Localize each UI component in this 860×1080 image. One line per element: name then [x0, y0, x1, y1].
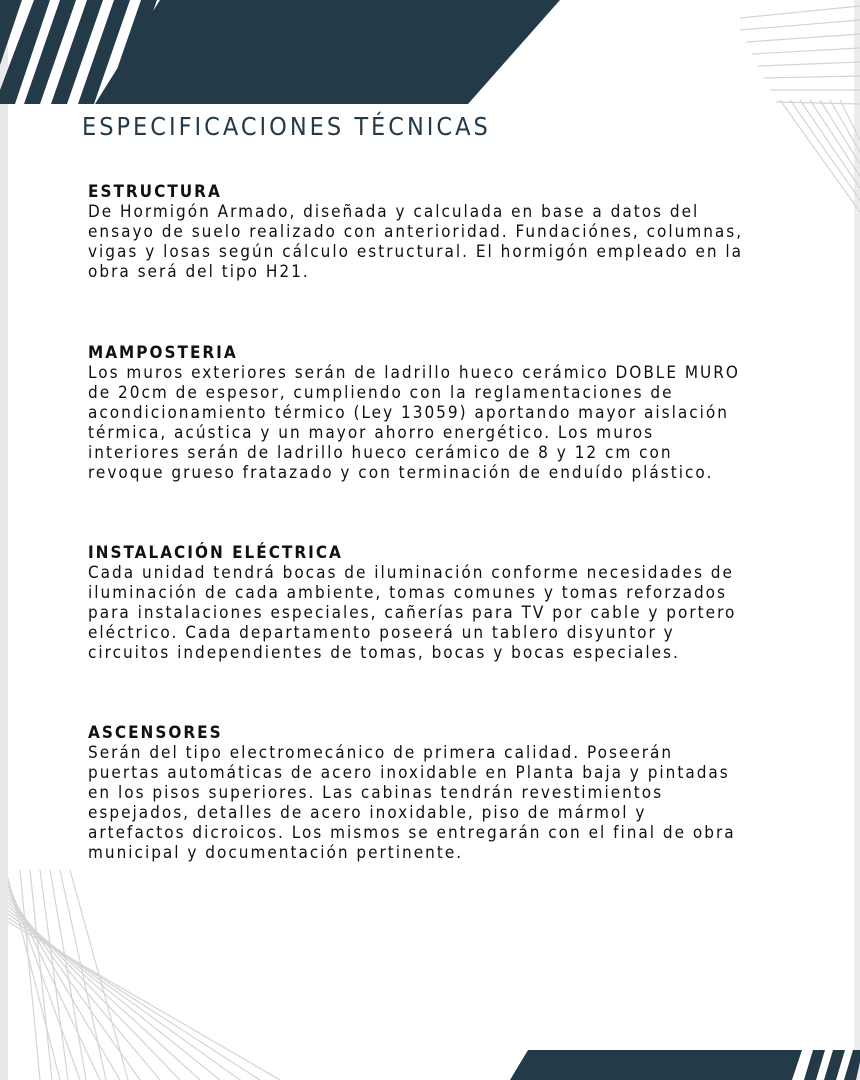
section-heading: ESTRUCTURA — [88, 182, 222, 202]
body-line: puertas automáticas de acero inoxidable en Planta baja y pintadas — [88, 763, 730, 783]
body-line: Cada unidad tendrá bocas de iluminación conforme necesidades de — [88, 563, 734, 583]
top-banner-graphic — [0, 0, 560, 104]
body-line: Los muros exteriores serán de ladrillo hueco cerámico DOBLE MURO — [88, 363, 740, 383]
body-line: municipal y documentación pertinente. — [88, 843, 464, 863]
section-body — [88, 563, 788, 663]
body-line: espejados, detalles de acero inoxidable, piso de mármol y — [88, 803, 647, 823]
body-line: revoque grueso fratazado y con terminación de enduído plástico. — [88, 463, 714, 483]
bottom-left-line-pattern — [0, 870, 290, 1080]
body-line: Serán del tipo electromecánico de primera calidad. Poseerán — [88, 743, 674, 763]
body-line: artefactos dicroicos. Los mismos se entregarán con el final de obra — [88, 823, 736, 843]
body-line: De Hormigón Armado, diseñada y calculada en base a datos del — [88, 202, 700, 222]
bottom-right-banner-graphic — [510, 1050, 860, 1080]
body-line: de 20cm de espesor, cumpliendo con la reglamentaciones de — [88, 383, 674, 403]
body-line: iluminación de cada ambiente, tomas comunes y tomas reforzados — [88, 583, 727, 603]
body-line: térmica, acústica y un mayor ahorro energético. Los muros — [88, 423, 655, 443]
section-heading: ASCENSORES — [88, 723, 223, 743]
section-instalacion-electrica — [88, 543, 788, 663]
section-estructura — [88, 182, 788, 282]
body-line: interiores serán de ladrillo hueco cerámico de 8 y 12 cm con — [88, 443, 673, 463]
body-line: acondicionamiento térmico (Ley 13059) aportando mayor aislación — [88, 403, 729, 423]
section-body — [88, 363, 788, 483]
body-line: obra será del tipo H21. — [88, 262, 310, 282]
body-line: eléctrico. Cada departamento poseerá un tablero disyuntor y — [88, 623, 675, 643]
body-line: vigas y losas según cálculo estructural. El hormigón empleado en la — [88, 242, 744, 262]
body-line: en los pisos superiores. Las cabinas tendrán revestimientos — [88, 783, 664, 803]
section-heading: MAMPOSTERIA — [88, 343, 238, 363]
page-title: ESPECIFICACIONES TÉCNICAS — [82, 112, 491, 141]
section-ascensores — [88, 723, 788, 863]
section-body — [88, 202, 788, 282]
body-line: circuitos independientes de tomas, bocas y bocas especiales. — [88, 643, 680, 663]
body-line: para instalaciones especiales, cañerías para TV por cable y portero — [88, 603, 737, 623]
section-body — [88, 743, 788, 863]
body-line: ensayo de suelo realizado con anterioridad. Fundaciónes, columnas, — [88, 222, 744, 242]
section-heading: INSTALACIÓN ELÉCTRICA — [88, 543, 343, 563]
section-mamposteria — [88, 343, 788, 483]
